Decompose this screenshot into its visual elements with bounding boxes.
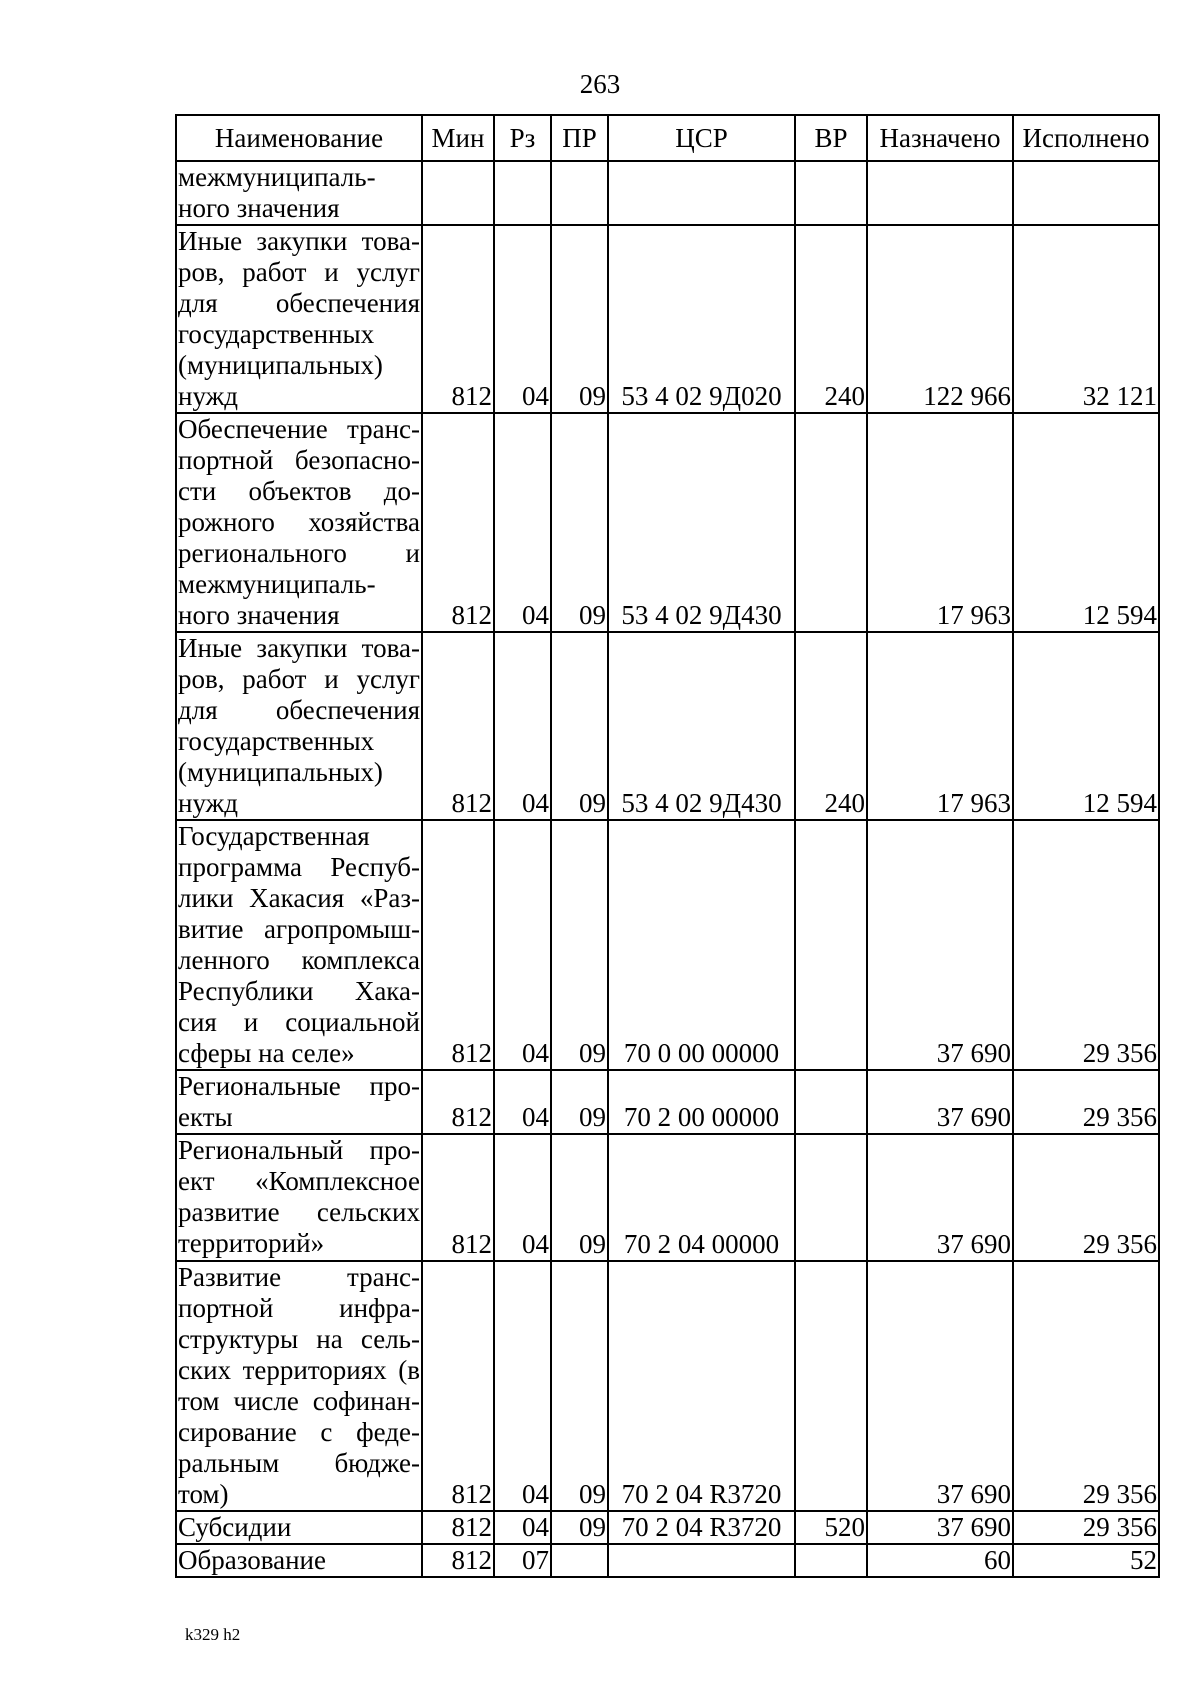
cell-vr — [795, 413, 867, 632]
cell-vr — [795, 820, 867, 1070]
cell-vr: 240 — [795, 632, 867, 820]
cell-executed: 29 356 — [1013, 820, 1159, 1070]
header-vr: ВР — [795, 115, 867, 161]
header-pr: ПР — [551, 115, 608, 161]
cell-vr: 520 — [795, 1511, 867, 1544]
header-rz: Рз — [494, 115, 551, 161]
cell-pr: 09 — [551, 820, 608, 1070]
cell-rz: 04 — [494, 1070, 551, 1134]
cell-rz: 04 — [494, 1134, 551, 1261]
cell-vr — [795, 1261, 867, 1511]
cell-min: 812 — [422, 1261, 494, 1511]
cell-name: Образование — [176, 1544, 422, 1577]
cell-executed: 29 356 — [1013, 1070, 1159, 1134]
cell-executed: 29 356 — [1013, 1261, 1159, 1511]
cell-name: Региональные про-екты — [178, 1071, 420, 1132]
cell-executed — [1013, 161, 1159, 225]
cell-vr — [795, 1544, 867, 1577]
cell-rz: 04 — [494, 225, 551, 413]
cell-assigned: 37 690 — [867, 1070, 1013, 1134]
cell-csr: 70 2 04 00000 — [608, 1134, 795, 1261]
cell-vr: 240 — [795, 225, 867, 413]
cell-min: 812 — [422, 1511, 494, 1544]
cell-rz: 04 — [494, 820, 551, 1070]
cell-rz — [494, 161, 551, 225]
cell-name: Государственная программа Респуб-лики Хакасия «Раз-витие агропромыш-ленного комплекса Республики Хака-сия и социальной сферы на селе» — [178, 821, 420, 1068]
table-row — [176, 161, 1159, 225]
cell-csr: 53 4 02 9Д020 — [608, 225, 795, 413]
cell-name: Субсидии — [176, 1511, 422, 1544]
cell-csr: 53 4 02 9Д430 — [608, 632, 795, 820]
cell-executed: 12 594 — [1013, 413, 1159, 632]
cell-assigned: 17 963 — [867, 413, 1013, 632]
header-executed: Исполнено — [1013, 115, 1159, 161]
cell-assigned: 37 690 — [867, 1261, 1013, 1511]
cell-csr: 53 4 02 9Д430 — [608, 413, 795, 632]
cell-pr: 09 — [551, 632, 608, 820]
cell-rz: 04 — [494, 1511, 551, 1544]
cell-vr — [795, 1134, 867, 1261]
cell-min: 812 — [422, 1134, 494, 1261]
cell-assigned: 37 690 — [867, 1511, 1013, 1544]
cell-csr: 70 2 04 R3720 — [608, 1511, 795, 1544]
cell-pr — [551, 1544, 608, 1577]
cell-rz: 07 — [494, 1544, 551, 1577]
cell-pr: 09 — [551, 1511, 608, 1544]
cell-pr: 09 — [551, 1261, 608, 1511]
cell-assigned: 17 963 — [867, 632, 1013, 820]
cell-executed: 12 594 — [1013, 632, 1159, 820]
cell-assigned: 37 690 — [867, 820, 1013, 1070]
cell-min: 812 — [422, 632, 494, 820]
cell-csr — [608, 1544, 795, 1577]
cell-min: 812 — [422, 820, 494, 1070]
table-row — [176, 820, 1159, 1070]
cell-executed: 52 — [1013, 1544, 1159, 1577]
cell-name: Обеспечение транс-портной безопасно-сти объектов до-рожного хозяйства регионального и межмуниципаль-ного значения — [178, 414, 420, 630]
cell-min: 812 — [422, 1070, 494, 1134]
cell-min: 812 — [422, 225, 494, 413]
cell-vr — [795, 161, 867, 225]
table-row — [176, 1261, 1159, 1511]
cell-csr: 70 2 04 R3720 — [608, 1261, 795, 1511]
cell-executed: 32 121 — [1013, 225, 1159, 413]
cell-pr — [551, 161, 608, 225]
cell-pr: 09 — [551, 225, 608, 413]
header-name: Наименование — [176, 115, 422, 161]
cell-executed: 29 356 — [1013, 1511, 1159, 1544]
cell-name: Иные закупки това-ров, работ и услуг для обеспечения государственных (муниципальных) нужд — [178, 226, 420, 411]
cell-executed: 29 356 — [1013, 1134, 1159, 1261]
table-row — [176, 632, 1159, 820]
table-row — [176, 1070, 1159, 1134]
cell-rz: 04 — [494, 632, 551, 820]
cell-min: 812 — [422, 1544, 494, 1577]
table-header-row — [176, 115, 1159, 161]
table-row — [176, 1544, 1159, 1577]
header-csr: ЦСР — [608, 115, 795, 161]
cell-name: Развитие транс-портной инфра-структуры на сель-ских территориях (в том числе софинан-сирование с феде-ральным бюдже-том) — [178, 1262, 420, 1509]
table-row — [176, 225, 1159, 413]
table-row — [176, 413, 1159, 632]
cell-pr: 09 — [551, 413, 608, 632]
cell-name: межмуниципаль-ного значения — [176, 161, 422, 225]
cell-name: Региональный про-ект «Комплексное развитие сельских территорий» — [176, 1134, 422, 1261]
cell-rz: 04 — [494, 413, 551, 632]
cell-assigned — [867, 161, 1013, 225]
cell-min: 812 — [422, 413, 494, 632]
cell-min — [422, 161, 494, 225]
cell-csr — [608, 161, 795, 225]
page-number: 263 — [579, 69, 621, 99]
cell-csr: 70 0 00 00000 — [608, 820, 795, 1070]
header-assigned: Назначено — [867, 115, 1013, 161]
cell-csr: 70 2 00 00000 — [608, 1070, 795, 1134]
cell-pr: 09 — [551, 1070, 608, 1134]
table-row — [176, 1511, 1159, 1544]
cell-name: Иные закупки това-ров, работ и услуг для обеспечения государственных (муниципальных) нужд — [178, 633, 420, 818]
cell-assigned: 37 690 — [867, 1134, 1013, 1261]
footer-code: k329 h2 — [185, 1625, 241, 1644]
cell-pr: 09 — [551, 1134, 608, 1261]
header-min: Мин — [422, 115, 494, 161]
budget-table — [175, 114, 1160, 1578]
cell-rz: 04 — [494, 1261, 551, 1511]
cell-vr — [795, 1070, 867, 1134]
cell-assigned: 60 — [867, 1544, 1013, 1577]
cell-assigned: 122 966 — [867, 225, 1013, 413]
table-row — [176, 1134, 1159, 1261]
